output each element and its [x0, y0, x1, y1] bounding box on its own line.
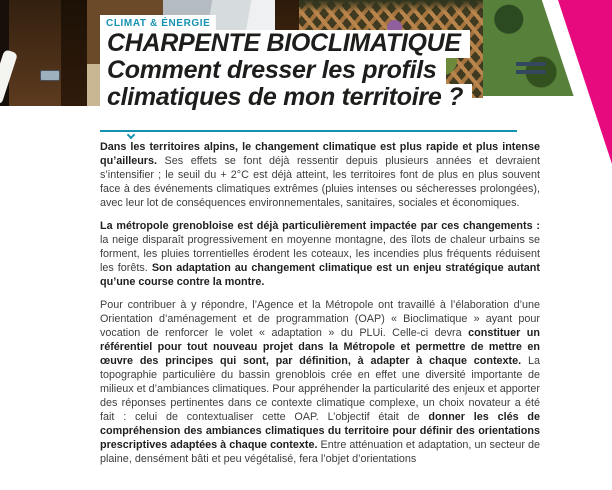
article-body [100, 140, 540, 489]
photo-brown-wall [9, 0, 61, 106]
page-title-line-3: climatiques de mon territoire ? [100, 84, 472, 112]
page-title-line-2: Comment dresser les profils [100, 57, 446, 85]
title-divider-rule [100, 130, 517, 132]
chevron-down-icon [127, 132, 134, 139]
photo-window-slat [516, 62, 546, 66]
photo-window-slat [516, 70, 546, 74]
photo-small-sign [40, 70, 60, 81]
category-label: CLIMAT & ÉNERGIE [100, 15, 216, 31]
title-block [100, 15, 472, 112]
paragraph-oap: Pour contribuer à y répondre, l’Agence et la Métropole ont travaillé à l’élaboration d’une Orientation d’aménagement et de programmation (OAP) « Bioclimatique » ayant pour vocation de renforcer le volet « adaptation » du PLUi. Celle-ci devra constituer un référentiel pour tout nouveau projet dans la Métropole et permettre de mettre en œuvre des principes qui sont, par définition, à adapter à chaque contexte. La topographie particulière du bassin grenoblois crée en effet une diversité importante de milieux et d’ambiances climatiques. Pour appréhender la particularité des enjeux et apporter des réponses pertinentes dans ce contexte climatique complexe, un choix novateur a été fait : celui de contextualiser cette OAP. L’objectif était de donner les clés de compréhension des ambiances climatiques du territoire pour définir des orientations prescriptives adaptées à chaque contexte. Entre atténuation et adaptation, un secteur de plaine, densément bâti et peu végétalisé, fera l’objet d’orientations [100, 299, 540, 465]
page-title-line-1: CHARPENTE BIOCLIMATIQUE [100, 30, 470, 58]
paragraph-metropole: La métropole grenobloise est déjà particulièrement impactée par ces changements : la neige disparaît progressivement en moyenne montagne, des îlots de chaleur urbains se forment, les pluies torrentielles érodent les coteaux, les incendies plus fréquents réduisent les forêts. Son adaptation au changement climatique est un enjeu stratégique autant qu’une course contre la montre. [100, 220, 540, 288]
paragraph-intro: Dans les territoires alpins, le changement climatique est plus rapide et plus intense qu’ailleurs. Ses effets se font déjà ressentir depuis plusieurs années et devraient s’intensifier ; le seuil du + 2°C est déjà atteint, les territoires font de plus en plus souvent face à des événements climatiques extrêmes (pluies intenses ou sécheresses prolongées), avec leur lot de conséquences environnementales, sanitaires, sociales et économiques. [100, 141, 540, 209]
photo-dark-doorway [61, 0, 87, 106]
